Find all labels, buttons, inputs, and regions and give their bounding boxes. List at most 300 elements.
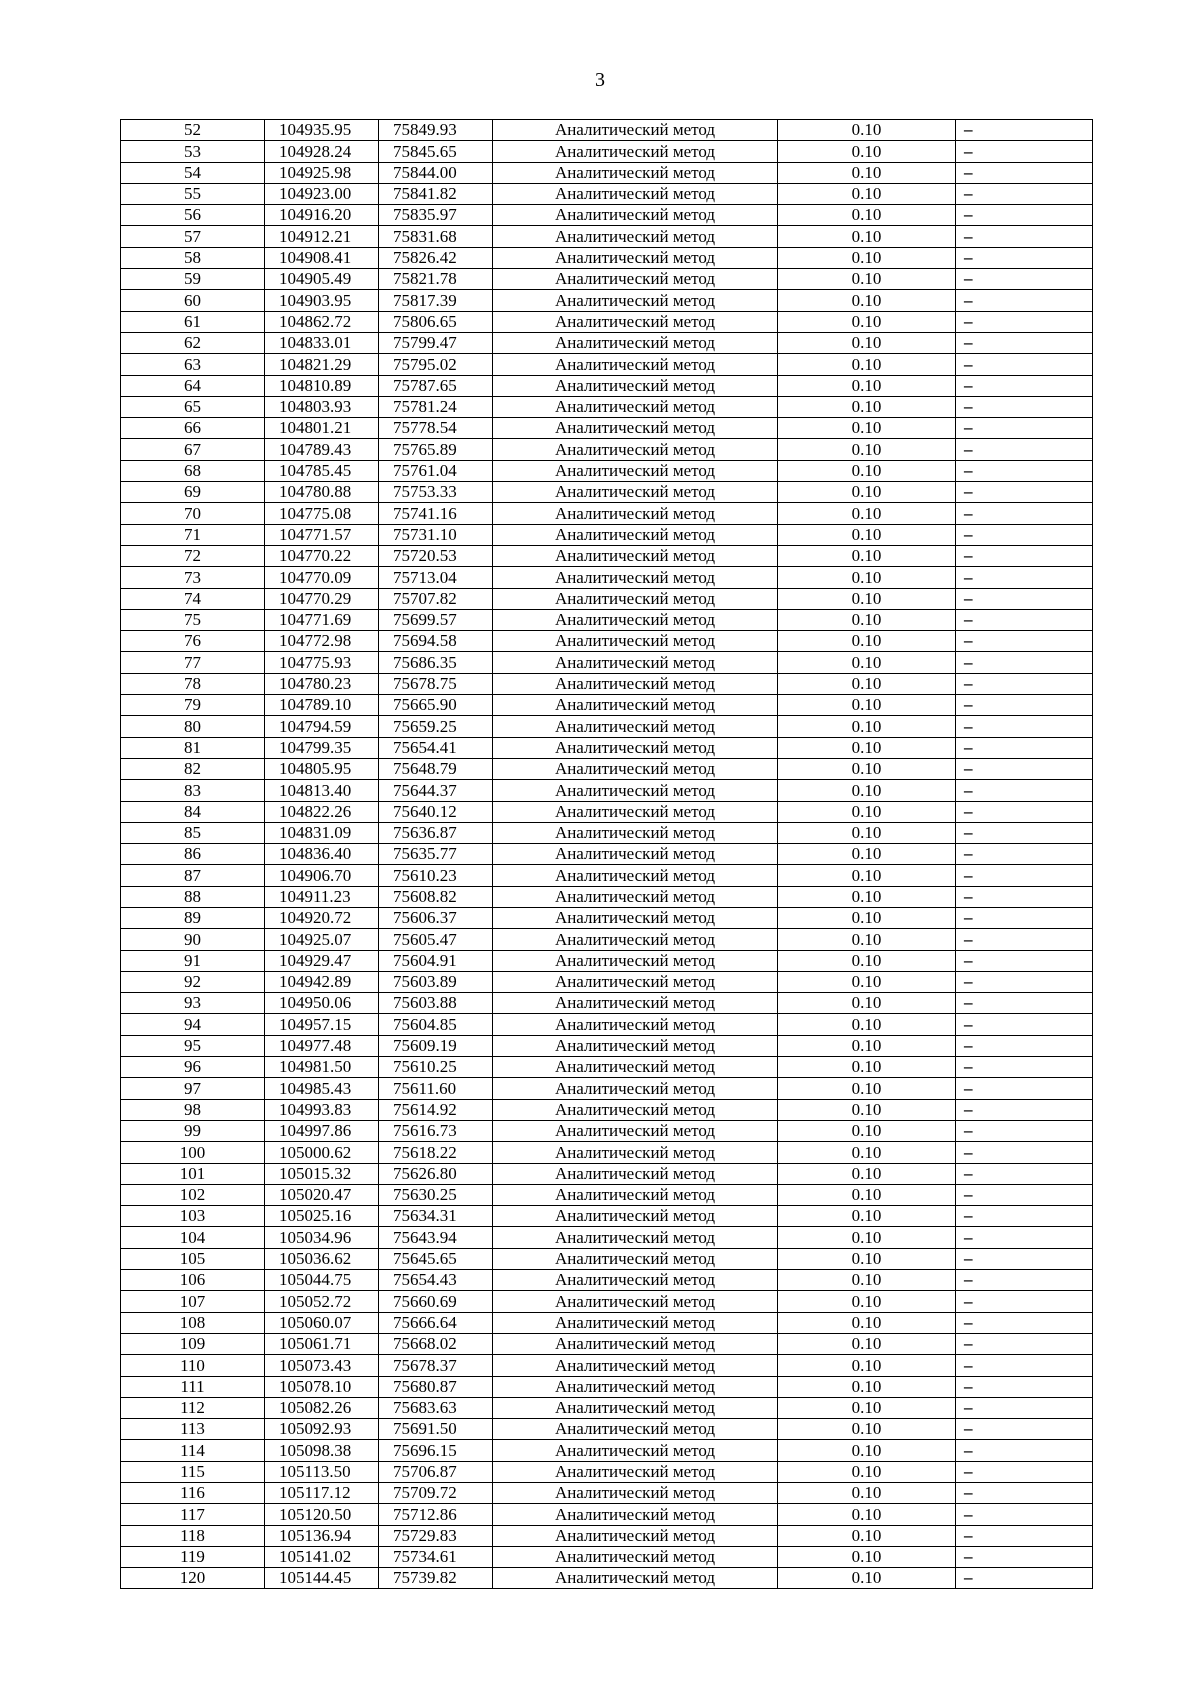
point-number-cell: 119	[121, 1546, 265, 1567]
y-coordinate-cell: 75683.63	[379, 1397, 493, 1418]
method-cell: Аналитический метод	[493, 1291, 778, 1312]
point-number-cell: 74	[121, 588, 265, 609]
table-row	[121, 780, 1093, 801]
accuracy-cell: 0.10	[778, 354, 956, 375]
accuracy-cell: 0.10	[778, 695, 956, 716]
point-number-cell: 83	[121, 780, 265, 801]
accuracy-cell: 0.10	[778, 1014, 956, 1035]
x-coordinate-cell: 104906.70	[265, 865, 379, 886]
note-cell: –	[956, 1355, 1093, 1376]
point-number-cell: 104	[121, 1227, 265, 1248]
note-cell: –	[956, 1397, 1093, 1418]
note-cell: –	[956, 1440, 1093, 1461]
x-coordinate-cell: 104981.50	[265, 1057, 379, 1078]
table-row	[121, 1483, 1093, 1504]
note-cell: –	[956, 545, 1093, 566]
y-coordinate-cell: 75686.35	[379, 652, 493, 673]
y-coordinate-cell: 75644.37	[379, 780, 493, 801]
y-coordinate-cell: 75680.87	[379, 1376, 493, 1397]
x-coordinate-cell: 104957.15	[265, 1014, 379, 1035]
accuracy-cell: 0.10	[778, 886, 956, 907]
y-coordinate-cell: 75654.43	[379, 1270, 493, 1291]
table-row	[121, 1270, 1093, 1291]
table-row	[121, 1419, 1093, 1440]
method-cell: Аналитический метод	[493, 226, 778, 247]
table-row	[121, 1546, 1093, 1567]
x-coordinate-cell: 104908.41	[265, 247, 379, 268]
x-coordinate-cell: 104935.95	[265, 120, 379, 141]
method-cell: Аналитический метод	[493, 1248, 778, 1269]
point-number-cell: 92	[121, 971, 265, 992]
table-row	[121, 588, 1093, 609]
y-coordinate-cell: 75610.23	[379, 865, 493, 886]
accuracy-cell: 0.10	[778, 737, 956, 758]
y-coordinate-cell: 75781.24	[379, 396, 493, 417]
accuracy-cell: 0.10	[778, 1227, 956, 1248]
y-coordinate-cell: 75666.64	[379, 1312, 493, 1333]
method-cell: Аналитический метод	[493, 1419, 778, 1440]
method-cell: Аналитический метод	[493, 1120, 778, 1141]
method-cell: Аналитический метод	[493, 482, 778, 503]
point-number-cell: 109	[121, 1333, 265, 1354]
point-number-cell: 53	[121, 141, 265, 162]
point-number-cell: 77	[121, 652, 265, 673]
point-number-cell: 56	[121, 205, 265, 226]
note-cell: –	[956, 1546, 1093, 1567]
y-coordinate-cell: 75694.58	[379, 631, 493, 652]
y-coordinate-cell: 75821.78	[379, 269, 493, 290]
point-number-cell: 100	[121, 1142, 265, 1163]
y-coordinate-cell: 75826.42	[379, 247, 493, 268]
accuracy-cell: 0.10	[778, 609, 956, 630]
y-coordinate-cell: 75835.97	[379, 205, 493, 226]
y-coordinate-cell: 75699.57	[379, 609, 493, 630]
point-number-cell: 65	[121, 396, 265, 417]
method-cell: Аналитический метод	[493, 1568, 778, 1589]
table-row	[121, 652, 1093, 673]
table-row	[121, 609, 1093, 630]
table-row	[121, 1184, 1093, 1205]
table-row	[121, 1099, 1093, 1120]
method-cell: Аналитический метод	[493, 332, 778, 353]
accuracy-cell: 0.10	[778, 1461, 956, 1482]
table-row	[121, 120, 1093, 141]
y-coordinate-cell: 75761.04	[379, 460, 493, 481]
y-coordinate-cell: 75614.92	[379, 1099, 493, 1120]
accuracy-cell: 0.10	[778, 503, 956, 524]
method-cell: Аналитический метод	[493, 1184, 778, 1205]
y-coordinate-cell: 75665.90	[379, 695, 493, 716]
note-cell: –	[956, 439, 1093, 460]
table-row	[121, 524, 1093, 545]
table-row	[121, 269, 1093, 290]
point-number-cell: 99	[121, 1120, 265, 1141]
note-cell: –	[956, 1376, 1093, 1397]
y-coordinate-cell: 75845.65	[379, 141, 493, 162]
note-cell: –	[956, 971, 1093, 992]
accuracy-cell: 0.10	[778, 929, 956, 950]
y-coordinate-cell: 75643.94	[379, 1227, 493, 1248]
method-cell: Аналитический метод	[493, 460, 778, 481]
coordinates-table-body	[121, 120, 1093, 1589]
accuracy-cell: 0.10	[778, 652, 956, 673]
method-cell: Аналитический метод	[493, 1440, 778, 1461]
table-row	[121, 844, 1093, 865]
y-coordinate-cell: 75648.79	[379, 758, 493, 779]
accuracy-cell: 0.10	[778, 1333, 956, 1354]
accuracy-cell: 0.10	[778, 1419, 956, 1440]
point-number-cell: 76	[121, 631, 265, 652]
point-number-cell: 86	[121, 844, 265, 865]
x-coordinate-cell: 104993.83	[265, 1099, 379, 1120]
x-coordinate-cell: 104831.09	[265, 822, 379, 843]
y-coordinate-cell: 75606.37	[379, 907, 493, 928]
point-number-cell: 98	[121, 1099, 265, 1120]
y-coordinate-cell: 75778.54	[379, 418, 493, 439]
y-coordinate-cell: 75678.75	[379, 673, 493, 694]
table-row	[121, 950, 1093, 971]
note-cell: –	[956, 609, 1093, 630]
accuracy-cell: 0.10	[778, 141, 956, 162]
note-cell: –	[956, 1184, 1093, 1205]
accuracy-cell: 0.10	[778, 290, 956, 311]
x-coordinate-cell: 104822.26	[265, 801, 379, 822]
note-cell: –	[956, 460, 1093, 481]
point-number-cell: 105	[121, 1248, 265, 1269]
table-row	[121, 1035, 1093, 1056]
y-coordinate-cell: 75765.89	[379, 439, 493, 460]
y-coordinate-cell: 75605.47	[379, 929, 493, 950]
point-number-cell: 97	[121, 1078, 265, 1099]
table-row	[121, 1376, 1093, 1397]
point-number-cell: 91	[121, 950, 265, 971]
note-cell: –	[956, 1035, 1093, 1056]
y-coordinate-cell: 75654.41	[379, 737, 493, 758]
accuracy-cell: 0.10	[778, 1099, 956, 1120]
accuracy-cell: 0.10	[778, 226, 956, 247]
y-coordinate-cell: 75734.61	[379, 1546, 493, 1567]
note-cell: –	[956, 1270, 1093, 1291]
note-cell: –	[956, 311, 1093, 332]
point-number-cell: 103	[121, 1206, 265, 1227]
point-number-cell: 107	[121, 1291, 265, 1312]
table-row	[121, 1120, 1093, 1141]
x-coordinate-cell: 104925.07	[265, 929, 379, 950]
table-row	[121, 737, 1093, 758]
method-cell: Аналитический метод	[493, 396, 778, 417]
point-number-cell: 117	[121, 1504, 265, 1525]
accuracy-cell: 0.10	[778, 1291, 956, 1312]
note-cell: –	[956, 1461, 1093, 1482]
y-coordinate-cell: 75626.80	[379, 1163, 493, 1184]
x-coordinate-cell: 104950.06	[265, 993, 379, 1014]
y-coordinate-cell: 75739.82	[379, 1568, 493, 1589]
x-coordinate-cell: 104929.47	[265, 950, 379, 971]
table-row	[121, 503, 1093, 524]
note-cell: –	[956, 375, 1093, 396]
y-coordinate-cell: 75609.19	[379, 1035, 493, 1056]
x-coordinate-cell: 105078.10	[265, 1376, 379, 1397]
note-cell: –	[956, 716, 1093, 737]
x-coordinate-cell: 104903.95	[265, 290, 379, 311]
method-cell: Аналитический метод	[493, 567, 778, 588]
x-coordinate-cell: 105052.72	[265, 1291, 379, 1312]
method-cell: Аналитический метод	[493, 822, 778, 843]
y-coordinate-cell: 75799.47	[379, 332, 493, 353]
accuracy-cell: 0.10	[778, 1078, 956, 1099]
accuracy-cell: 0.10	[778, 1546, 956, 1567]
accuracy-cell: 0.10	[778, 716, 956, 737]
note-cell: –	[956, 865, 1093, 886]
note-cell: –	[956, 1291, 1093, 1312]
table-row	[121, 418, 1093, 439]
point-number-cell: 62	[121, 332, 265, 353]
table-row	[121, 1312, 1093, 1333]
y-coordinate-cell: 75616.73	[379, 1120, 493, 1141]
x-coordinate-cell: 105060.07	[265, 1312, 379, 1333]
accuracy-cell: 0.10	[778, 588, 956, 609]
x-coordinate-cell: 104977.48	[265, 1035, 379, 1056]
point-number-cell: 96	[121, 1057, 265, 1078]
point-number-cell: 93	[121, 993, 265, 1014]
note-cell: –	[956, 1014, 1093, 1035]
method-cell: Аналитический метод	[493, 865, 778, 886]
x-coordinate-cell: 104780.23	[265, 673, 379, 694]
point-number-cell: 59	[121, 269, 265, 290]
table-row	[121, 1291, 1093, 1312]
note-cell: –	[956, 1227, 1093, 1248]
table-row	[121, 1163, 1093, 1184]
table-row	[121, 183, 1093, 204]
table-row	[121, 886, 1093, 907]
table-row	[121, 141, 1093, 162]
x-coordinate-cell: 104923.00	[265, 183, 379, 204]
method-cell: Аналитический метод	[493, 1355, 778, 1376]
accuracy-cell: 0.10	[778, 1184, 956, 1205]
method-cell: Аналитический метод	[493, 631, 778, 652]
y-coordinate-cell: 75678.37	[379, 1355, 493, 1376]
note-cell: –	[956, 1483, 1093, 1504]
note-cell: –	[956, 758, 1093, 779]
accuracy-cell: 0.10	[778, 993, 956, 1014]
point-number-cell: 71	[121, 524, 265, 545]
y-coordinate-cell: 75806.65	[379, 311, 493, 332]
note-cell: –	[956, 886, 1093, 907]
y-coordinate-cell: 75741.16	[379, 503, 493, 524]
method-cell: Аналитический метод	[493, 1206, 778, 1227]
table-row	[121, 1248, 1093, 1269]
note-cell: –	[956, 695, 1093, 716]
x-coordinate-cell: 104771.69	[265, 609, 379, 630]
point-number-cell: 73	[121, 567, 265, 588]
table-row	[121, 907, 1093, 928]
x-coordinate-cell: 105117.12	[265, 1483, 379, 1504]
x-coordinate-cell: 104770.09	[265, 567, 379, 588]
accuracy-cell: 0.10	[778, 396, 956, 417]
method-cell: Аналитический метод	[493, 354, 778, 375]
accuracy-cell: 0.10	[778, 1206, 956, 1227]
note-cell: –	[956, 141, 1093, 162]
method-cell: Аналитический метод	[493, 886, 778, 907]
y-coordinate-cell: 75841.82	[379, 183, 493, 204]
accuracy-cell: 0.10	[778, 524, 956, 545]
point-number-cell: 108	[121, 1312, 265, 1333]
y-coordinate-cell: 75604.85	[379, 1014, 493, 1035]
table-row	[121, 1568, 1093, 1589]
note-cell: –	[956, 929, 1093, 950]
table-row	[121, 673, 1093, 694]
table-row	[121, 482, 1093, 503]
x-coordinate-cell: 104821.29	[265, 354, 379, 375]
y-coordinate-cell: 75831.68	[379, 226, 493, 247]
note-cell: –	[956, 1099, 1093, 1120]
method-cell: Аналитический метод	[493, 801, 778, 822]
note-cell: –	[956, 1163, 1093, 1184]
x-coordinate-cell: 105098.38	[265, 1440, 379, 1461]
method-cell: Аналитический метод	[493, 524, 778, 545]
method-cell: Аналитический метод	[493, 993, 778, 1014]
coordinates-table	[120, 119, 1093, 1589]
y-coordinate-cell: 75636.87	[379, 822, 493, 843]
method-cell: Аналитический метод	[493, 716, 778, 737]
point-number-cell: 101	[121, 1163, 265, 1184]
accuracy-cell: 0.10	[778, 1568, 956, 1589]
table-row	[121, 865, 1093, 886]
table-row	[121, 801, 1093, 822]
point-number-cell: 110	[121, 1355, 265, 1376]
table-row	[121, 758, 1093, 779]
accuracy-cell: 0.10	[778, 1057, 956, 1078]
accuracy-cell: 0.10	[778, 1355, 956, 1376]
table-row	[121, 1333, 1093, 1354]
accuracy-cell: 0.10	[778, 247, 956, 268]
note-cell: –	[956, 567, 1093, 588]
method-cell: Аналитический метод	[493, 695, 778, 716]
table-row	[121, 332, 1093, 353]
note-cell: –	[956, 1078, 1093, 1099]
table-row	[121, 1504, 1093, 1525]
method-cell: Аналитический метод	[493, 1333, 778, 1354]
accuracy-cell: 0.10	[778, 545, 956, 566]
method-cell: Аналитический метод	[493, 439, 778, 460]
method-cell: Аналитический метод	[493, 183, 778, 204]
accuracy-cell: 0.10	[778, 162, 956, 183]
y-coordinate-cell: 75608.82	[379, 886, 493, 907]
x-coordinate-cell: 104920.72	[265, 907, 379, 928]
x-coordinate-cell: 104997.86	[265, 1120, 379, 1141]
x-coordinate-cell: 104780.88	[265, 482, 379, 503]
point-number-cell: 82	[121, 758, 265, 779]
accuracy-cell: 0.10	[778, 1120, 956, 1141]
accuracy-cell: 0.10	[778, 1440, 956, 1461]
x-coordinate-cell: 105073.43	[265, 1355, 379, 1376]
point-number-cell: 102	[121, 1184, 265, 1205]
accuracy-cell: 0.10	[778, 311, 956, 332]
method-cell: Аналитический метод	[493, 269, 778, 290]
note-cell: –	[956, 205, 1093, 226]
point-number-cell: 81	[121, 737, 265, 758]
y-coordinate-cell: 75817.39	[379, 290, 493, 311]
table-row	[121, 311, 1093, 332]
x-coordinate-cell: 105141.02	[265, 1546, 379, 1567]
table-row	[121, 1014, 1093, 1035]
accuracy-cell: 0.10	[778, 482, 956, 503]
method-cell: Аналитический метод	[493, 1078, 778, 1099]
point-number-cell: 111	[121, 1376, 265, 1397]
accuracy-cell: 0.10	[778, 822, 956, 843]
method-cell: Аналитический метод	[493, 418, 778, 439]
note-cell: –	[956, 1333, 1093, 1354]
table-row	[121, 1206, 1093, 1227]
table-row	[121, 396, 1093, 417]
method-cell: Аналитический метод	[493, 247, 778, 268]
x-coordinate-cell: 104794.59	[265, 716, 379, 737]
accuracy-cell: 0.10	[778, 269, 956, 290]
accuracy-cell: 0.10	[778, 1035, 956, 1056]
point-number-cell: 66	[121, 418, 265, 439]
table-row	[121, 971, 1093, 992]
accuracy-cell: 0.10	[778, 844, 956, 865]
table-row	[121, 1078, 1093, 1099]
point-number-cell: 55	[121, 183, 265, 204]
point-number-cell: 120	[121, 1568, 265, 1589]
x-coordinate-cell: 104770.22	[265, 545, 379, 566]
method-cell: Аналитический метод	[493, 141, 778, 162]
x-coordinate-cell: 105036.62	[265, 1248, 379, 1269]
table-row	[121, 1057, 1093, 1078]
table-row	[121, 1525, 1093, 1546]
method-cell: Аналитический метод	[493, 971, 778, 992]
note-cell: –	[956, 503, 1093, 524]
x-coordinate-cell: 104805.95	[265, 758, 379, 779]
method-cell: Аналитический метод	[493, 652, 778, 673]
method-cell: Аналитический метод	[493, 1376, 778, 1397]
point-number-cell: 118	[121, 1525, 265, 1546]
note-cell: –	[956, 631, 1093, 652]
point-number-cell: 61	[121, 311, 265, 332]
method-cell: Аналитический метод	[493, 1035, 778, 1056]
table-row	[121, 290, 1093, 311]
point-number-cell: 94	[121, 1014, 265, 1035]
note-cell: –	[956, 950, 1093, 971]
point-number-cell: 112	[121, 1397, 265, 1418]
method-cell: Аналитический метод	[493, 1504, 778, 1525]
y-coordinate-cell: 75844.00	[379, 162, 493, 183]
y-coordinate-cell: 75603.88	[379, 993, 493, 1014]
method-cell: Аналитический метод	[493, 1227, 778, 1248]
note-cell: –	[956, 1057, 1093, 1078]
note-cell: –	[956, 822, 1093, 843]
table-row	[121, 1461, 1093, 1482]
method-cell: Аналитический метод	[493, 1057, 778, 1078]
point-number-cell: 72	[121, 545, 265, 566]
y-coordinate-cell: 75660.69	[379, 1291, 493, 1312]
accuracy-cell: 0.10	[778, 418, 956, 439]
note-cell: –	[956, 588, 1093, 609]
x-coordinate-cell: 104942.89	[265, 971, 379, 992]
point-number-cell: 79	[121, 695, 265, 716]
page-number: 3	[595, 69, 605, 91]
accuracy-cell: 0.10	[778, 950, 956, 971]
x-coordinate-cell: 105015.32	[265, 1163, 379, 1184]
method-cell: Аналитический метод	[493, 375, 778, 396]
point-number-cell: 89	[121, 907, 265, 928]
note-cell: –	[956, 269, 1093, 290]
note-cell: –	[956, 524, 1093, 545]
y-coordinate-cell: 75729.83	[379, 1525, 493, 1546]
note-cell: –	[956, 290, 1093, 311]
method-cell: Аналитический метод	[493, 1014, 778, 1035]
